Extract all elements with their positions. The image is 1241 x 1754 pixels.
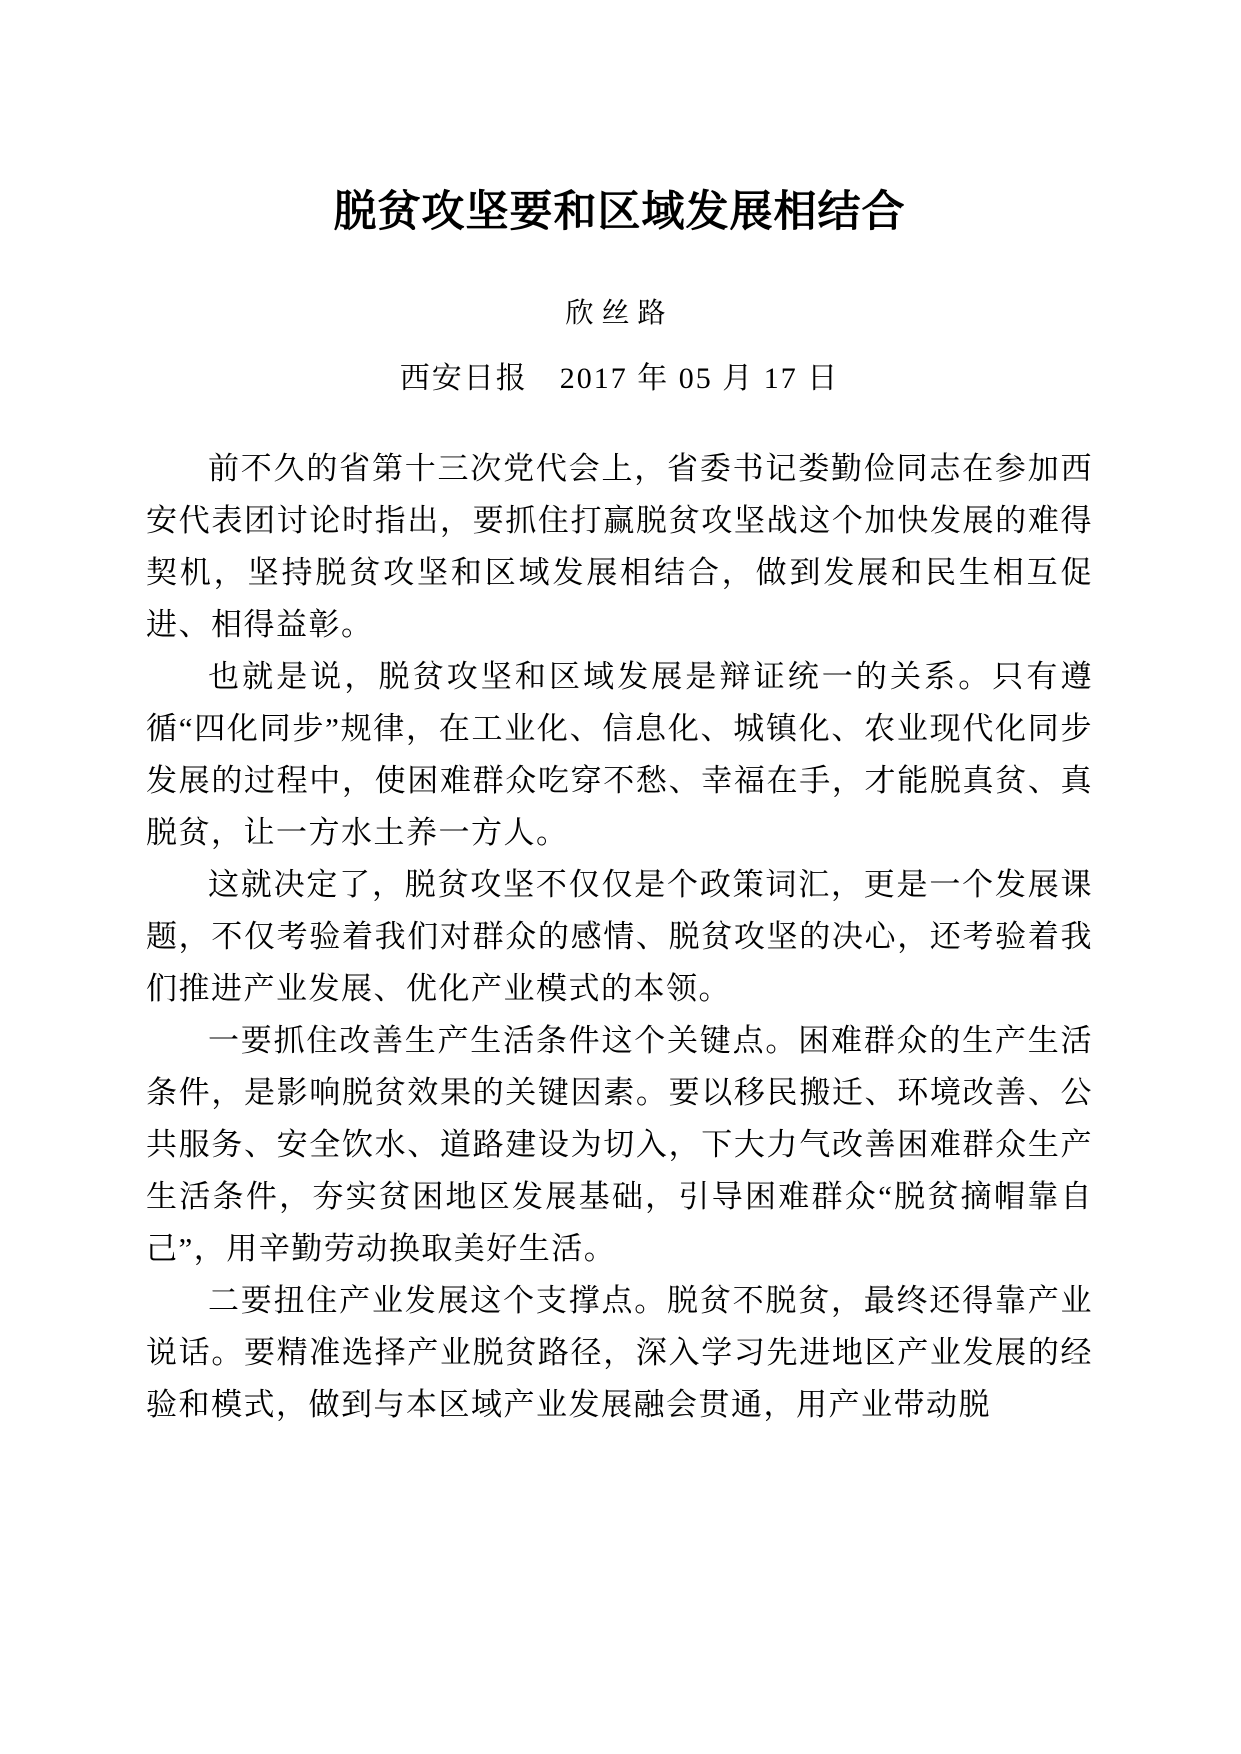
paragraph: 二要扭住产业发展这个支撑点。脱贫不脱贫，最终还得靠产业说话。要精准选择产业脱贫路径，深入学习先进地区产业发展的经验和模式，做到与本区域产业发展融会贯通，用产业带动脱 <box>146 1283 1093 1422</box>
article-body <box>146 443 1093 1431</box>
paragraph: 前不久的省第十三次党代会上，省委书记娄勤俭同志在参加西安代表团讨论时指出，要抓住打赢脱贫攻坚战这个加快发展的难得契机，坚持脱贫攻坚和区域发展相结合，做到发展和民生相互促进、相得益彰。 <box>146 451 1093 642</box>
paragraph: 一要抓住改善生产生活条件这个关键点。困难群众的生产生活条件，是影响脱贫效果的关键因素。要以移民搬迁、环境改善、公共服务、安全饮水、道路建设为切入，下大力气改善困难群众生产生活条件，夯实贫困地区发展基础，引导困难群众“脱贫摘帽靠自己”，用辛勤劳动换取美好生活。 <box>146 1023 1093 1266</box>
paragraph: 这就决定了，脱贫攻坚不仅仅是个政策词汇，更是一个发展课题，不仅考验着我们对群众的感情、脱贫攻坚的决心，还考验着我们推进产业发展、优化产业模式的本领。 <box>146 867 1093 1006</box>
paragraph: 也就是说，脱贫攻坚和区域发展是辩证统一的关系。只有遵循“四化同步”规律，在工业化、信息化、城镇化、农业现代化同步发展的过程中，使困难群众吃穿不愁、幸福在手，才能脱真贫、真脱贫，让一方水土养一方人。 <box>146 659 1093 850</box>
document-title: 脱贫攻坚要和区域发展相结合 <box>333 189 906 236</box>
source-line: 西安日报 2017 年 05 月 17 日 <box>399 362 840 395</box>
author-line: 欣丝路 <box>565 298 674 329</box>
